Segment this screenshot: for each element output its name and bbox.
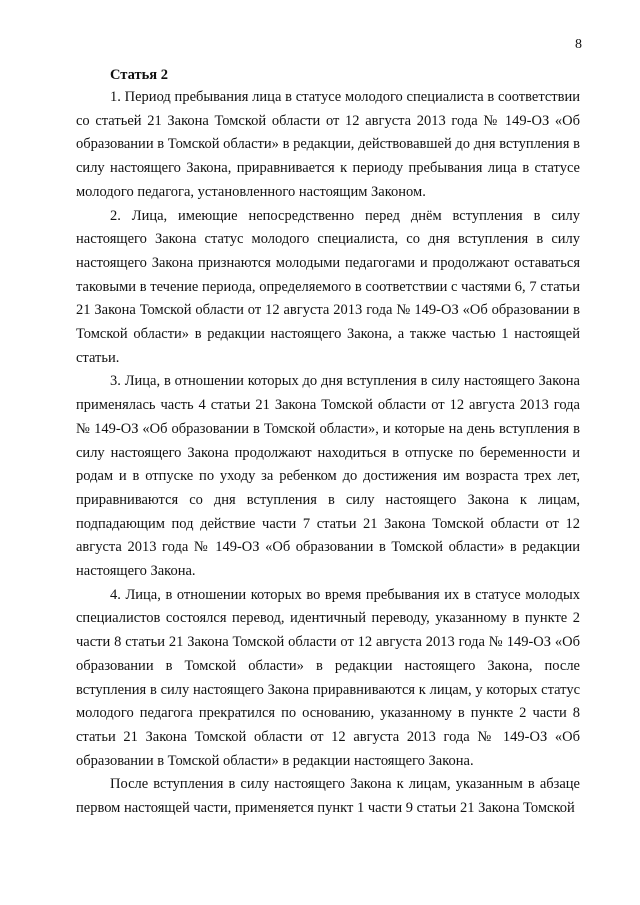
page-number: 8 xyxy=(575,37,582,52)
document-body xyxy=(76,64,580,821)
paragraph-3: 3. Лица, в отношении которых до дня вступления в силу настоящего Закона применялась часть 4 статьи 21 Закона Томской области от 12 августа 2013 года № 149-ОЗ «Об образовании в Томской области», и которые на день вступления в силу настоящего Закона продолжают находиться в отпуске по беременности и родам и в отпуске по уходу за ребенком до достижения им возраста трех лет, приравниваются со дня вступления в силу настоящего Закона к лицам, подпадающим под действие части 7 статьи 21 Закона Томской области от 12 августа 2013 года № 149-ОЗ «Об образовании в Томской области» в редакции настоящего Закона. xyxy=(76,373,580,580)
paragraph-2: 2. Лица, имеющие непосредственно перед днём вступления в силу настоящего Закона статус молодого специалиста, со дня вступления в силу настоящего Закона признаются молодыми педагогами и продолжают оставаться таковыми в течение периода, определяемого в соответствии с частями 6, 7 статьи 21 Закона Томской области от 12 августа 2013 года № 149-ОЗ «Об образовании в Томской области» в редакции настоящего Закона, а также частью 1 настоящей статьи. xyxy=(76,207,580,366)
paragraph-1: 1. Период пребывания лица в статусе молодого специалиста в соответствии со статьей 21 Закона Томской области от 12 августа 2013 года № 149-ОЗ «Об образовании в Томской области» в редакции, действовавшей до дня вступления в силу настоящего Закона, приравнивается к периоду пребывания лица в статусе молодого педагога, установленного настоящим Законом. xyxy=(76,89,580,200)
paragraph-5: После вступления в силу настоящего Закона к лицам, указанным в абзаце первом настоящей части, применяется пункт 1 части 9 статьи 21 Закона Томской xyxy=(76,776,580,817)
paragraph-4: 4. Лица, в отношении которых во время пребывания их в статусе молодых специалистов состоялся перевод, идентичный переводу, указанному в пункте 2 части 8 статьи 21 Закона Томской области от 12 августа 2013 года № 149-ОЗ «Об образовании в Томской области» в редакции настоящего Закона, после вступления в силу настоящего Закона приравниваются к лицам, у которых статус молодого педагога прекратился по основанию, указанному в пункте 2 части 8 статьи 21 Закона Томской области от 12 августа 2013 года № 149-ОЗ «Об образовании в Томской области» в редакции настоящего Закона. xyxy=(76,586,580,769)
article-title: Статья 2 xyxy=(110,67,168,83)
